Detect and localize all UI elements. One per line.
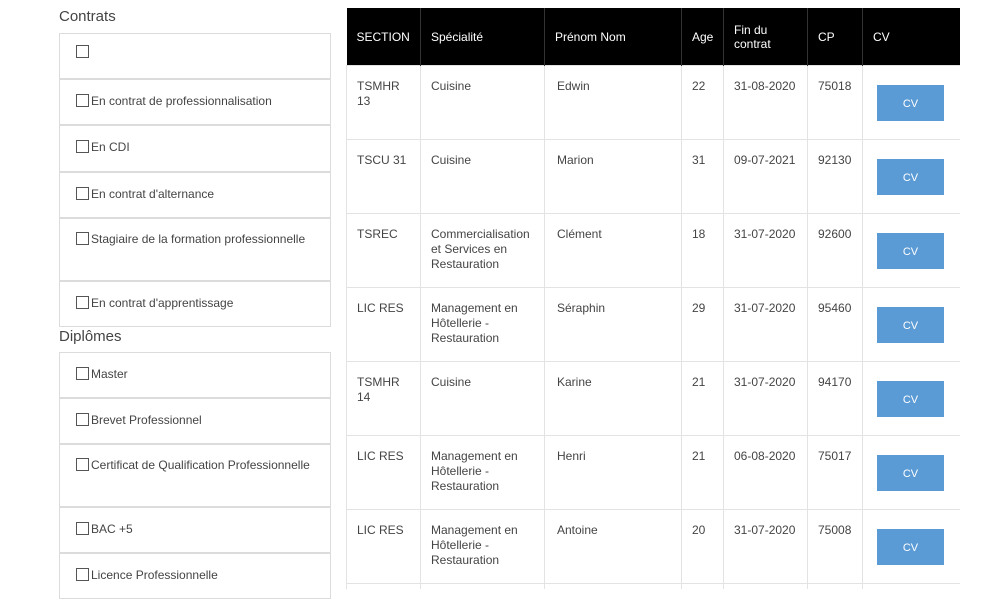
cell-cp: 92130 — [808, 140, 863, 214]
cell-section: TSMHR 14 — [347, 362, 421, 436]
filter-diplome-licence-pro[interactable]: Licence Professionnelle — [59, 553, 331, 599]
filter-diplome-brevet[interactable]: Brevet Professionnel — [59, 398, 331, 444]
cell-fin-contrat: 31-07-2020 — [724, 288, 808, 362]
cv-button[interactable]: CV — [877, 85, 944, 121]
candidates-table — [346, 8, 960, 589]
cell-fin-contrat: 09-07-2021 — [724, 140, 808, 214]
cell-cp: 75018 — [808, 66, 863, 140]
cell-age: 20 — [682, 510, 724, 584]
cv-button[interactable]: CV — [877, 455, 944, 491]
cell-cp: 94170 — [808, 362, 863, 436]
filter-contrat-alternance[interactable]: En contrat d'alternance — [59, 172, 331, 218]
cv-button[interactable]: CV — [877, 381, 944, 417]
cv-button[interactable]: CV — [877, 159, 944, 195]
cell-prenom-nom: Séraphin — [545, 288, 682, 362]
cell-section: LIC RES — [347, 436, 421, 510]
cell-section: TSREC — [347, 214, 421, 288]
cv-button[interactable]: CV — [877, 307, 944, 343]
cell-cv — [863, 510, 961, 584]
filter-diplome-bac5[interactable]: BAC +5 — [59, 507, 331, 553]
checkbox[interactable] — [76, 45, 89, 58]
table-row — [347, 140, 961, 214]
table-row — [347, 362, 961, 436]
cell-section: LIC RES — [347, 288, 421, 362]
cell-cv — [863, 288, 961, 362]
header-fin-contrat[interactable]: Fin du contrat — [724, 8, 808, 66]
table-row — [347, 436, 961, 510]
header-section[interactable]: SECTION — [347, 8, 421, 66]
cell-section — [347, 584, 421, 590]
cell-specialite: Commercialisation et Services en Restauration — [421, 214, 545, 288]
filter-contrat-apprentissage[interactable]: En contrat d'apprentissage — [59, 281, 331, 327]
cell-cv — [863, 436, 961, 510]
checkbox[interactable] — [76, 94, 89, 107]
cell-prenom-nom: Marion — [545, 140, 682, 214]
cell-fin-contrat — [724, 584, 808, 590]
checkbox[interactable] — [76, 232, 89, 245]
cell-cp: 75008 — [808, 510, 863, 584]
cell-fin-contrat: 06-08-2020 — [724, 436, 808, 510]
cell-cp: 75017 — [808, 436, 863, 510]
cell-prenom-nom — [545, 584, 682, 590]
header-cp[interactable]: CP — [808, 8, 863, 66]
checkbox[interactable] — [76, 296, 89, 309]
table-header-row — [347, 8, 961, 66]
cell-age: 29 — [682, 288, 724, 362]
cell-prenom-nom: Antoine — [545, 510, 682, 584]
cell-cv — [863, 214, 961, 288]
header-cv[interactable]: CV — [863, 8, 961, 66]
checkbox[interactable] — [76, 413, 89, 426]
table-row — [347, 584, 961, 590]
contrats-title: Contrats — [59, 8, 116, 25]
cell-age — [682, 584, 724, 590]
filter-contrat-professionnalisation[interactable]: En contrat de professionnalisation — [59, 79, 331, 125]
cell-specialite: Management en Hôtellerie - Restauration — [421, 510, 545, 584]
cell-age: 18 — [682, 214, 724, 288]
cell-section: TSCU 31 — [347, 140, 421, 214]
diplomes-title: Diplômes — [59, 328, 122, 345]
checkbox[interactable] — [76, 140, 89, 153]
cell-age: 31 — [682, 140, 724, 214]
filter-contrat-cdi[interactable]: En CDI — [59, 125, 331, 172]
cell-fin-contrat: 31-07-2020 — [724, 214, 808, 288]
checkbox[interactable] — [76, 458, 89, 471]
checkbox[interactable] — [76, 187, 89, 200]
cell-specialite — [421, 584, 545, 590]
cell-cv — [863, 584, 961, 590]
cell-prenom-nom: Clément — [545, 214, 682, 288]
table-row — [347, 510, 961, 584]
cell-cv — [863, 66, 961, 140]
table-body — [347, 66, 961, 590]
checkbox[interactable] — [76, 367, 89, 380]
cv-button[interactable]: CV — [877, 529, 944, 565]
cv-button[interactable]: CV — [877, 233, 944, 269]
cell-age: 21 — [682, 436, 724, 510]
cell-fin-contrat: 31-08-2020 — [724, 66, 808, 140]
cell-age: 22 — [682, 66, 724, 140]
cell-specialite: Management en Hôtellerie - Restauration — [421, 288, 545, 362]
cell-cv — [863, 140, 961, 214]
filter-diplome-master[interactable]: Master — [59, 352, 331, 398]
cell-cp: 92600 — [808, 214, 863, 288]
cell-cp: 95460 — [808, 288, 863, 362]
header-prenom-nom[interactable]: Prénom Nom — [545, 8, 682, 66]
cell-prenom-nom: Henri — [545, 436, 682, 510]
cell-specialite: Cuisine — [421, 140, 545, 214]
filter-contrat-empty[interactable] — [59, 33, 331, 79]
filter-diplome-cqp[interactable]: Certificat de Qualification Professionnelle — [59, 444, 331, 507]
cell-specialite: Management en Hôtellerie - Restauration — [421, 436, 545, 510]
table-row — [347, 214, 961, 288]
table-row — [347, 288, 961, 362]
cell-specialite: Cuisine — [421, 66, 545, 140]
cell-age: 21 — [682, 362, 724, 436]
header-age[interactable]: Age — [682, 8, 724, 66]
cell-fin-contrat: 31-07-2020 — [724, 510, 808, 584]
header-specialite[interactable]: Spécialité — [421, 8, 545, 66]
candidates-table-wrapper — [346, 8, 960, 589]
cell-specialite: Cuisine — [421, 362, 545, 436]
checkbox[interactable] — [76, 568, 89, 581]
cell-prenom-nom: Karine — [545, 362, 682, 436]
cell-cp — [808, 584, 863, 590]
cell-fin-contrat: 31-07-2020 — [724, 362, 808, 436]
table-row — [347, 66, 961, 140]
cell-prenom-nom: Edwin — [545, 66, 682, 140]
cell-section: TSMHR 13 — [347, 66, 421, 140]
checkbox[interactable] — [76, 522, 89, 535]
cell-cv — [863, 362, 961, 436]
filter-contrat-stagiaire[interactable]: Stagiaire de la formation professionnelle — [59, 218, 331, 281]
cell-section: LIC RES — [347, 510, 421, 584]
